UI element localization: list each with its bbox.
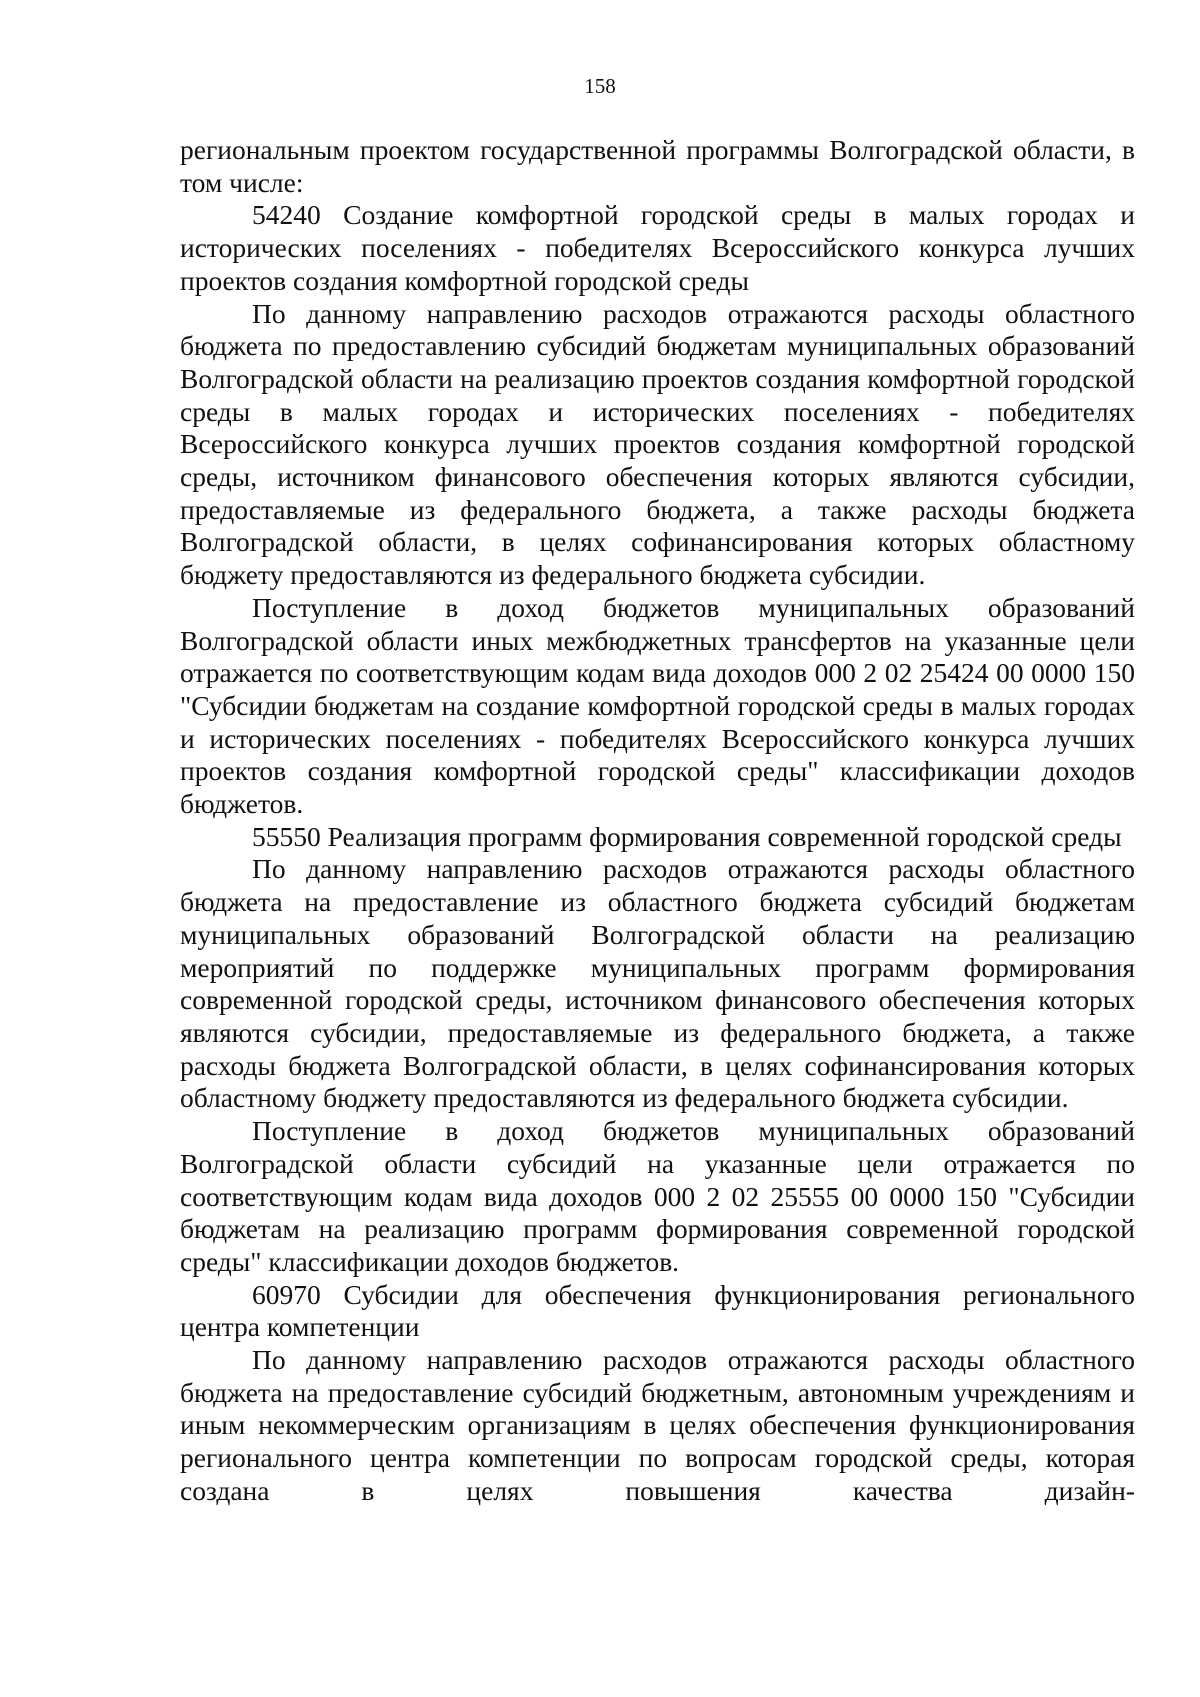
paragraph-60970-expenses: По данному направлению расходов отражаются расходы областного бюджета на предоставление субсидий бюджетным, автономным учреждениям и иным некоммерческим организациям в целях обеспечения функционирования регионального центра компетенции по вопросам городской среды, которая создана в целях повышения качества дизайн-: [180, 1344, 1135, 1506]
paragraph-54240-expenses: По данному направлению расходов отражаются расходы областного бюджета по предоставлению субсидий бюджетам муниципальных образований Волгоградской области на реализацию проектов создания комфортной городской среды в малых городах и исторических поселениях - победителях Всероссийского конкурса лучших проектов создания комфортной городской среды, источником финансового обеспечения которых являются субсидии, предоставляемые из федерального бюджета, а также расходы бюджета Волгоградской области, в целях софинансирования которых областному бюджету предоставляются из федерального бюджета субсидии.: [180, 297, 1135, 591]
paragraph-55550-income: Поступление в доход бюджетов муниципальных образований Волгоградской области субсидий на указанные цели отражается по соответствующим кодам вида доходов 000 2 02 25555 00 0000 150 "Субсидии бюджетам на реализацию программ формирования современной городской среды" классификации доходов бюджетов.: [180, 1115, 1135, 1277]
page-number: 158: [584, 74, 616, 98]
paragraph-54240-income: Поступление в доход бюджетов муниципальных образований Волгоградской области иных межбюджетных трансфертов на указанные цели отражается по соответствующим кодам вида доходов 000 2 02 25424 00 0000 150 "Субсидии бюджетам на создание комфортной городской среды в малых городах и исторических поселениях - победителях Всероссийского конкурса лучших проектов создания комфортной городской среды" классификации доходов бюджетов.: [180, 591, 1135, 820]
heading-60970: 60970 Субсидии для обеспечения функционирования регионального центра компетенции: [180, 1278, 1135, 1343]
heading-54240: 54240 Создание комфортной городской среды в малых городах и исторических поселениях - победителях Всероссийского конкурса лучших проектов создания комфортной городской среды: [180, 199, 1135, 296]
document-body: [180, 134, 1135, 1508]
paragraph-continuation: региональным проектом государственной программы Волгоградской области, в том числе:: [180, 134, 1135, 198]
heading-55550: 55550 Реализация программ формирования современной городской среды: [252, 820, 1122, 852]
paragraph-55550-expenses: По данному направлению расходов отражаются расходы областного бюджета на предоставление из областного бюджета субсидий бюджетам муниципальных образований Волгоградской области на реализацию мероприятий по поддержке муниципальных программ формирования современной городской среды, источником финансового обеспечения которых являются субсидии, предоставляемые из федерального бюджета, а также расходы бюджета Волгоградской области, в целях софинансирования которых областному бюджету предоставляются из федерального бюджета субсидии.: [180, 853, 1135, 1114]
